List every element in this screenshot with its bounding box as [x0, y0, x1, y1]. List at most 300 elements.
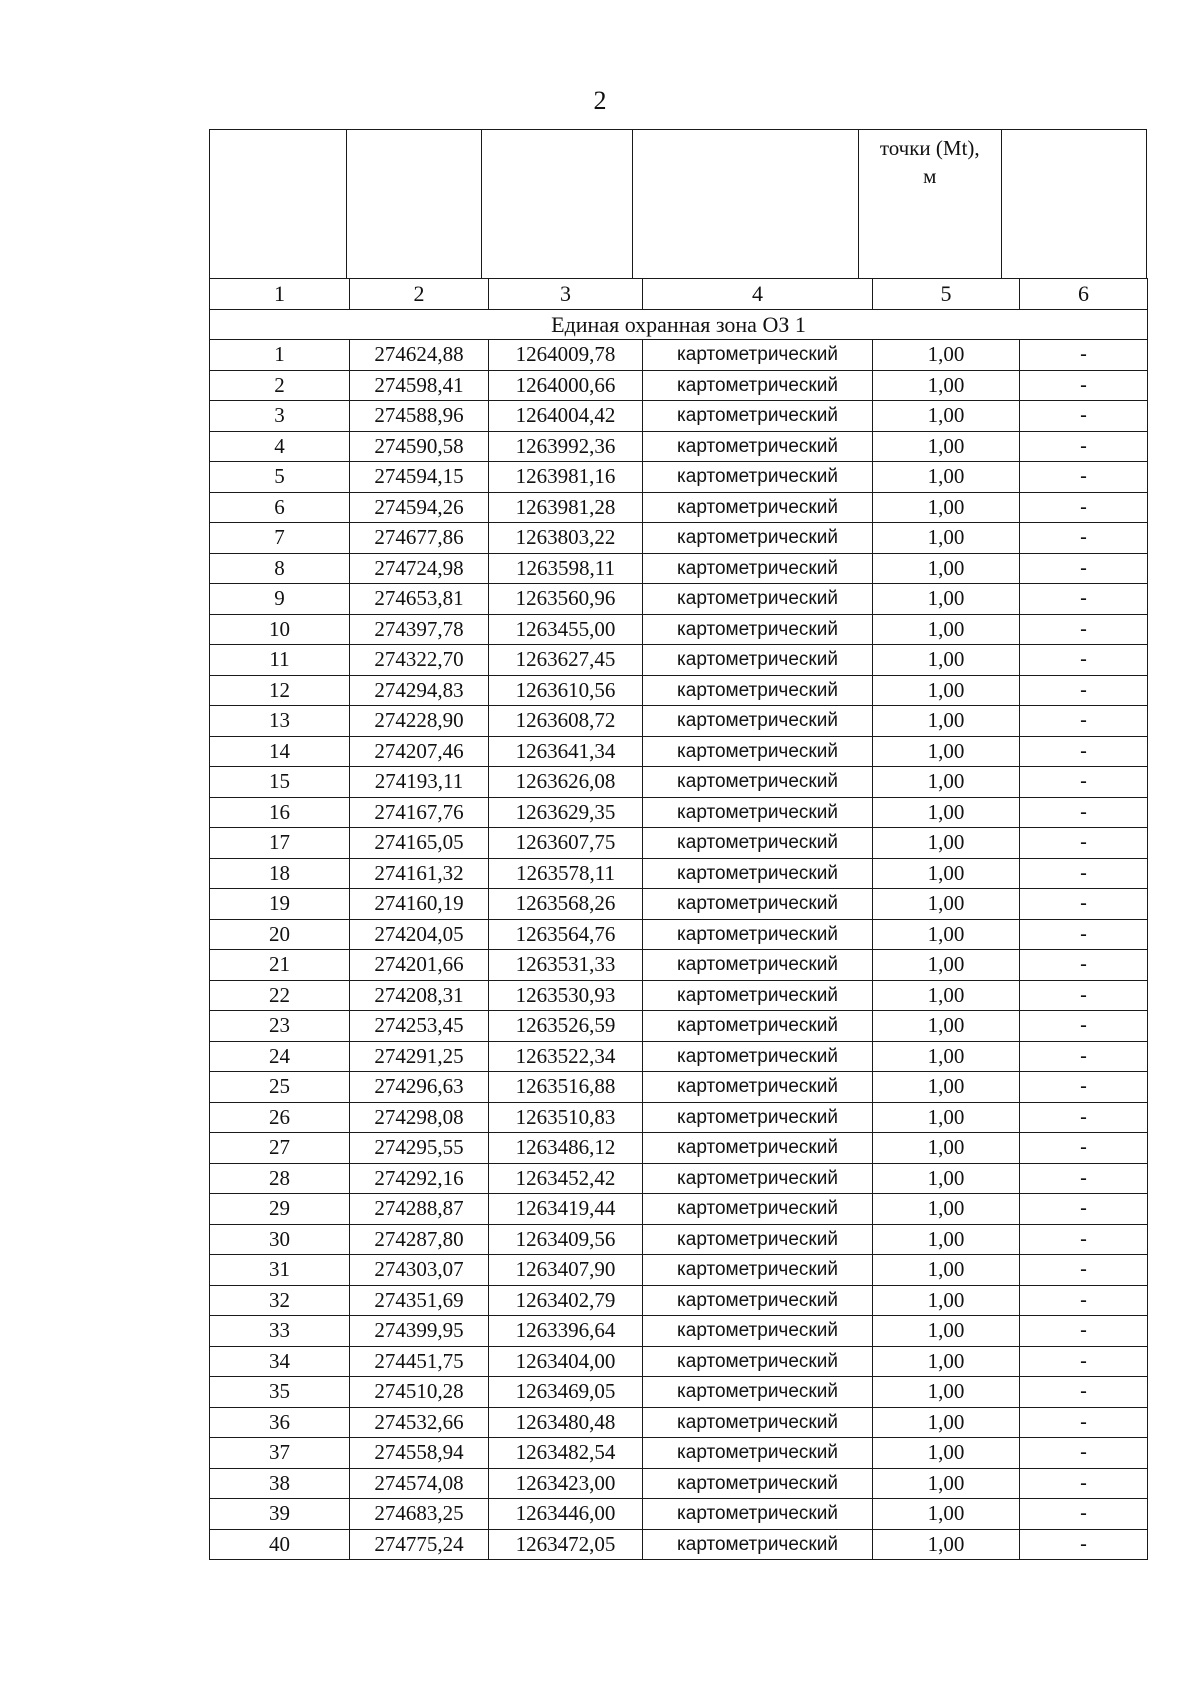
- point-number-cell: 34: [210, 1346, 350, 1377]
- y-coordinate-cell: 1263626,08: [489, 767, 643, 798]
- x-coordinate-cell: 274291,25: [350, 1041, 489, 1072]
- method-cell: картометрический: [643, 1499, 873, 1530]
- description-cell: -: [1020, 858, 1148, 889]
- header-continuation-table: [209, 129, 1147, 279]
- accuracy-cell: 1,00: [873, 1499, 1020, 1530]
- column-number: 6: [1020, 279, 1148, 310]
- table-row: [210, 706, 1148, 737]
- description-cell: -: [1020, 736, 1148, 767]
- method-cell: картометрический: [643, 858, 873, 889]
- header-row: [210, 130, 1147, 279]
- point-number-cell: 23: [210, 1011, 350, 1042]
- table-row: [210, 919, 1148, 950]
- y-coordinate-cell: 1263610,56: [489, 675, 643, 706]
- method-cell: картометрический: [643, 1285, 873, 1316]
- table-row: [210, 614, 1148, 645]
- x-coordinate-cell: 274598,41: [350, 370, 489, 401]
- method-cell: картометрический: [643, 1407, 873, 1438]
- x-coordinate-cell: 274193,11: [350, 767, 489, 798]
- y-coordinate-cell: 1264009,78: [489, 340, 643, 371]
- method-cell: картометрический: [643, 431, 873, 462]
- x-coordinate-cell: 274298,08: [350, 1102, 489, 1133]
- method-cell: картометрический: [643, 919, 873, 950]
- x-coordinate-cell: 274228,90: [350, 706, 489, 737]
- description-cell: -: [1020, 614, 1148, 645]
- page-number: 2: [593, 86, 607, 115]
- y-coordinate-cell: 1264004,42: [489, 401, 643, 432]
- description-cell: -: [1020, 1407, 1148, 1438]
- point-number-cell: 15: [210, 767, 350, 798]
- method-cell: картометрический: [643, 1377, 873, 1408]
- method-cell: картометрический: [643, 523, 873, 554]
- table-row: [210, 1194, 1148, 1225]
- description-cell: -: [1020, 797, 1148, 828]
- table-row: [210, 340, 1148, 371]
- method-cell: картометрический: [643, 370, 873, 401]
- table-row: [210, 553, 1148, 584]
- table-row: [210, 889, 1148, 920]
- description-cell: -: [1020, 370, 1148, 401]
- x-coordinate-cell: 274295,55: [350, 1133, 489, 1164]
- x-coordinate-cell: 274253,45: [350, 1011, 489, 1042]
- y-coordinate-cell: 1263396,64: [489, 1316, 643, 1347]
- method-cell: картометрический: [643, 645, 873, 676]
- description-cell: -: [1020, 553, 1148, 584]
- y-coordinate-cell: 1263472,05: [489, 1529, 643, 1560]
- accuracy-cell: 1,00: [873, 1224, 1020, 1255]
- point-number-cell: 28: [210, 1163, 350, 1194]
- x-coordinate-cell: 274288,87: [350, 1194, 489, 1225]
- table-row: [210, 1468, 1148, 1499]
- accuracy-cell: 1,00: [873, 675, 1020, 706]
- y-coordinate-cell: 1263627,45: [489, 645, 643, 676]
- method-cell: картометрический: [643, 401, 873, 432]
- accuracy-cell: 1,00: [873, 767, 1020, 798]
- point-number-cell: 39: [210, 1499, 350, 1530]
- accuracy-cell: 1,00: [873, 706, 1020, 737]
- method-cell: картометрический: [643, 1438, 873, 1469]
- accuracy-cell: 1,00: [873, 1133, 1020, 1164]
- description-cell: -: [1020, 401, 1148, 432]
- point-number-cell: 7: [210, 523, 350, 554]
- table-row: [210, 1377, 1148, 1408]
- x-coordinate-cell: 274558,94: [350, 1438, 489, 1469]
- point-number-cell: 3: [210, 401, 350, 432]
- x-coordinate-cell: 274451,75: [350, 1346, 489, 1377]
- point-number-cell: 35: [210, 1377, 350, 1408]
- point-number-cell: 24: [210, 1041, 350, 1072]
- description-cell: -: [1020, 950, 1148, 981]
- accuracy-cell: 1,00: [873, 797, 1020, 828]
- method-cell: картометрический: [643, 1011, 873, 1042]
- coordinates-table: [209, 278, 1148, 1560]
- x-coordinate-cell: 274292,16: [350, 1163, 489, 1194]
- y-coordinate-cell: 1263486,12: [489, 1133, 643, 1164]
- x-coordinate-cell: 274397,78: [350, 614, 489, 645]
- accuracy-cell: 1,00: [873, 553, 1020, 584]
- description-cell: -: [1020, 919, 1148, 950]
- description-cell: -: [1020, 584, 1148, 615]
- description-cell: -: [1020, 462, 1148, 493]
- accuracy-cell: 1,00: [873, 370, 1020, 401]
- method-cell: картометрический: [643, 828, 873, 859]
- description-cell: -: [1020, 431, 1148, 462]
- table-row: [210, 950, 1148, 981]
- accuracy-cell: 1,00: [873, 462, 1020, 493]
- table-row: [210, 767, 1148, 798]
- description-cell: -: [1020, 1255, 1148, 1286]
- table-row: [210, 1072, 1148, 1103]
- point-number-cell: 10: [210, 614, 350, 645]
- y-coordinate-cell: 1263564,76: [489, 919, 643, 950]
- description-cell: -: [1020, 1224, 1148, 1255]
- y-coordinate-cell: 1263510,83: [489, 1102, 643, 1133]
- table-row: [210, 1133, 1148, 1164]
- description-cell: -: [1020, 645, 1148, 676]
- table-row: [210, 462, 1148, 493]
- point-number-cell: 37: [210, 1438, 350, 1469]
- column-number: 4: [643, 279, 873, 310]
- table-row: [210, 1011, 1148, 1042]
- header-cell-2: [347, 130, 482, 279]
- accuracy-cell: 1,00: [873, 1438, 1020, 1469]
- point-number-cell: 4: [210, 431, 350, 462]
- y-coordinate-cell: 1263402,79: [489, 1285, 643, 1316]
- x-coordinate-cell: 274165,05: [350, 828, 489, 859]
- description-cell: -: [1020, 675, 1148, 706]
- x-coordinate-cell: 274574,08: [350, 1468, 489, 1499]
- table-row: [210, 645, 1148, 676]
- y-coordinate-cell: 1263407,90: [489, 1255, 643, 1286]
- method-cell: картометрический: [643, 736, 873, 767]
- header-cell-3: [482, 130, 633, 279]
- y-coordinate-cell: 1263607,75: [489, 828, 643, 859]
- x-coordinate-cell: 274510,28: [350, 1377, 489, 1408]
- table-row: [210, 736, 1148, 767]
- y-coordinate-cell: 1263522,34: [489, 1041, 643, 1072]
- table-row: [210, 523, 1148, 554]
- accuracy-cell: 1,00: [873, 980, 1020, 1011]
- zone-title: Единая охранная зона ОЗ 1: [210, 309, 1148, 340]
- method-cell: картометрический: [643, 1133, 873, 1164]
- point-number-cell: 29: [210, 1194, 350, 1225]
- table-row: [210, 828, 1148, 859]
- point-number-cell: 1: [210, 340, 350, 371]
- accuracy-cell: 1,00: [873, 1041, 1020, 1072]
- table-row: [210, 858, 1148, 889]
- header-cell-4: [633, 130, 858, 279]
- method-cell: картометрический: [643, 767, 873, 798]
- y-coordinate-cell: 1263981,28: [489, 492, 643, 523]
- point-number-cell: 13: [210, 706, 350, 737]
- header-cell-1: [210, 130, 347, 279]
- y-coordinate-cell: 1263455,00: [489, 614, 643, 645]
- table-row: [210, 1285, 1148, 1316]
- method-cell: картометрический: [643, 1255, 873, 1286]
- y-coordinate-cell: 1263530,93: [489, 980, 643, 1011]
- x-coordinate-cell: 274167,76: [350, 797, 489, 828]
- method-cell: картометрический: [643, 675, 873, 706]
- point-number-cell: 8: [210, 553, 350, 584]
- y-coordinate-cell: 1263526,59: [489, 1011, 643, 1042]
- point-number-cell: 32: [210, 1285, 350, 1316]
- x-coordinate-cell: 274532,66: [350, 1407, 489, 1438]
- point-number-cell: 17: [210, 828, 350, 859]
- column-number: 1: [210, 279, 350, 310]
- table-row: [210, 1438, 1148, 1469]
- x-coordinate-cell: 274724,98: [350, 553, 489, 584]
- y-coordinate-cell: 1263531,33: [489, 950, 643, 981]
- method-cell: картометрический: [643, 340, 873, 371]
- method-cell: картометрический: [643, 1041, 873, 1072]
- description-cell: -: [1020, 1133, 1148, 1164]
- description-cell: -: [1020, 1011, 1148, 1042]
- accuracy-cell: 1,00: [873, 1529, 1020, 1560]
- point-number-cell: 6: [210, 492, 350, 523]
- description-cell: -: [1020, 1285, 1148, 1316]
- x-coordinate-cell: 274322,70: [350, 645, 489, 676]
- column-number-row: [210, 279, 1148, 310]
- description-cell: -: [1020, 1194, 1148, 1225]
- method-cell: картометрический: [643, 1224, 873, 1255]
- coordinates-table-body: [210, 279, 1148, 1560]
- point-number-cell: 20: [210, 919, 350, 950]
- table-row: [210, 1224, 1148, 1255]
- method-cell: картометрический: [643, 1316, 873, 1347]
- y-coordinate-cell: 1263452,42: [489, 1163, 643, 1194]
- table-row: [210, 1041, 1148, 1072]
- header-cell-5: точки (Mt), м: [858, 130, 1001, 279]
- y-coordinate-cell: 1263516,88: [489, 1072, 643, 1103]
- description-cell: -: [1020, 1163, 1148, 1194]
- accuracy-cell: 1,00: [873, 1011, 1020, 1042]
- accuracy-cell: 1,00: [873, 1163, 1020, 1194]
- x-coordinate-cell: 274624,88: [350, 340, 489, 371]
- method-cell: картометрический: [643, 1163, 873, 1194]
- point-number-cell: 22: [210, 980, 350, 1011]
- accuracy-cell: 1,00: [873, 584, 1020, 615]
- description-cell: -: [1020, 1377, 1148, 1408]
- y-coordinate-cell: 1263482,54: [489, 1438, 643, 1469]
- description-cell: -: [1020, 1438, 1148, 1469]
- table-row: [210, 797, 1148, 828]
- description-cell: -: [1020, 706, 1148, 737]
- description-cell: -: [1020, 1499, 1148, 1530]
- y-coordinate-cell: 1263992,36: [489, 431, 643, 462]
- description-cell: -: [1020, 889, 1148, 920]
- x-coordinate-cell: 274683,25: [350, 1499, 489, 1530]
- y-coordinate-cell: 1263981,16: [489, 462, 643, 493]
- accuracy-cell: 1,00: [873, 736, 1020, 767]
- method-cell: картометрический: [643, 950, 873, 981]
- accuracy-cell: 1,00: [873, 614, 1020, 645]
- x-coordinate-cell: 274204,05: [350, 919, 489, 950]
- accuracy-cell: 1,00: [873, 401, 1020, 432]
- x-coordinate-cell: 274653,81: [350, 584, 489, 615]
- method-cell: картометрический: [643, 462, 873, 493]
- description-cell: -: [1020, 1102, 1148, 1133]
- method-cell: картометрический: [643, 1072, 873, 1103]
- y-coordinate-cell: 1263803,22: [489, 523, 643, 554]
- x-coordinate-cell: 274161,32: [350, 858, 489, 889]
- accuracy-cell: 1,00: [873, 1102, 1020, 1133]
- accuracy-cell: 1,00: [873, 889, 1020, 920]
- point-number-cell: 9: [210, 584, 350, 615]
- header-cell-6: [1001, 130, 1146, 279]
- method-cell: картометрический: [643, 1529, 873, 1560]
- y-coordinate-cell: 1263469,05: [489, 1377, 643, 1408]
- y-coordinate-cell: 1263560,96: [489, 584, 643, 615]
- point-number-cell: 5: [210, 462, 350, 493]
- description-cell: -: [1020, 1072, 1148, 1103]
- point-number-cell: 38: [210, 1468, 350, 1499]
- description-cell: -: [1020, 1346, 1148, 1377]
- y-coordinate-cell: 1263568,26: [489, 889, 643, 920]
- y-coordinate-cell: 1263641,34: [489, 736, 643, 767]
- point-number-cell: 33: [210, 1316, 350, 1347]
- accuracy-cell: 1,00: [873, 919, 1020, 950]
- point-number-cell: 19: [210, 889, 350, 920]
- accuracy-cell: 1,00: [873, 858, 1020, 889]
- y-coordinate-cell: 1263404,00: [489, 1346, 643, 1377]
- point-number-cell: 31: [210, 1255, 350, 1286]
- point-number-cell: 11: [210, 645, 350, 676]
- method-cell: картометрический: [643, 1194, 873, 1225]
- point-number-cell: 30: [210, 1224, 350, 1255]
- column-number: 3: [489, 279, 643, 310]
- y-coordinate-cell: 1263598,11: [489, 553, 643, 584]
- description-cell: -: [1020, 1529, 1148, 1560]
- method-cell: картометрический: [643, 584, 873, 615]
- table-row: [210, 492, 1148, 523]
- accuracy-cell: 1,00: [873, 1407, 1020, 1438]
- table-row: [210, 1529, 1148, 1560]
- x-coordinate-cell: 274588,96: [350, 401, 489, 432]
- accuracy-cell: 1,00: [873, 492, 1020, 523]
- table-row: [210, 584, 1148, 615]
- x-coordinate-cell: 274208,31: [350, 980, 489, 1011]
- x-coordinate-cell: 274399,95: [350, 1316, 489, 1347]
- accuracy-cell: 1,00: [873, 828, 1020, 859]
- method-cell: картометрический: [643, 1468, 873, 1499]
- description-cell: -: [1020, 340, 1148, 371]
- point-number-cell: 36: [210, 1407, 350, 1438]
- accuracy-cell: 1,00: [873, 645, 1020, 676]
- x-coordinate-cell: 274590,58: [350, 431, 489, 462]
- x-coordinate-cell: 274287,80: [350, 1224, 489, 1255]
- accuracy-cell: 1,00: [873, 1072, 1020, 1103]
- description-cell: -: [1020, 523, 1148, 554]
- x-coordinate-cell: 274677,86: [350, 523, 489, 554]
- point-number-cell: 16: [210, 797, 350, 828]
- accuracy-cell: 1,00: [873, 1468, 1020, 1499]
- accuracy-cell: 1,00: [873, 1285, 1020, 1316]
- method-cell: картометрический: [643, 614, 873, 645]
- column-number: 5: [873, 279, 1020, 310]
- x-coordinate-cell: 274201,66: [350, 950, 489, 981]
- point-number-cell: 2: [210, 370, 350, 401]
- point-number-cell: 40: [210, 1529, 350, 1560]
- method-cell: картометрический: [643, 797, 873, 828]
- y-coordinate-cell: 1264000,66: [489, 370, 643, 401]
- point-number-cell: 26: [210, 1102, 350, 1133]
- table-row: [210, 1163, 1148, 1194]
- table-row: [210, 1102, 1148, 1133]
- point-number-cell: 25: [210, 1072, 350, 1103]
- x-coordinate-cell: 274351,69: [350, 1285, 489, 1316]
- y-coordinate-cell: 1263629,35: [489, 797, 643, 828]
- x-coordinate-cell: 274294,83: [350, 675, 489, 706]
- accuracy-cell: 1,00: [873, 1255, 1020, 1286]
- point-number-cell: 18: [210, 858, 350, 889]
- table-row: [210, 980, 1148, 1011]
- point-number-cell: 14: [210, 736, 350, 767]
- x-coordinate-cell: 274303,07: [350, 1255, 489, 1286]
- point-number-cell: 27: [210, 1133, 350, 1164]
- x-coordinate-cell: 274296,63: [350, 1072, 489, 1103]
- description-cell: -: [1020, 767, 1148, 798]
- method-cell: картометрический: [643, 889, 873, 920]
- method-cell: картометрический: [643, 492, 873, 523]
- accuracy-cell: 1,00: [873, 431, 1020, 462]
- description-cell: -: [1020, 1468, 1148, 1499]
- point-number-cell: 21: [210, 950, 350, 981]
- method-cell: картометрический: [643, 706, 873, 737]
- y-coordinate-cell: 1263409,56: [489, 1224, 643, 1255]
- y-coordinate-cell: 1263608,72: [489, 706, 643, 737]
- y-coordinate-cell: 1263423,00: [489, 1468, 643, 1499]
- table-row: [210, 1346, 1148, 1377]
- description-cell: -: [1020, 1316, 1148, 1347]
- table-row: [210, 431, 1148, 462]
- x-coordinate-cell: 274775,24: [350, 1529, 489, 1560]
- table-row: [210, 1407, 1148, 1438]
- zone-title-row: [210, 309, 1148, 340]
- table-row: [210, 401, 1148, 432]
- table-row: [210, 1316, 1148, 1347]
- method-cell: картометрический: [643, 553, 873, 584]
- description-cell: -: [1020, 1041, 1148, 1072]
- description-cell: -: [1020, 980, 1148, 1011]
- method-cell: картометрический: [643, 980, 873, 1011]
- accuracy-cell: 1,00: [873, 950, 1020, 981]
- table-row: [210, 1255, 1148, 1286]
- table-row: [210, 370, 1148, 401]
- y-coordinate-cell: 1263446,00: [489, 1499, 643, 1530]
- point-number-cell: 12: [210, 675, 350, 706]
- description-cell: -: [1020, 492, 1148, 523]
- description-cell: -: [1020, 828, 1148, 859]
- accuracy-cell: 1,00: [873, 523, 1020, 554]
- accuracy-cell: 1,00: [873, 1316, 1020, 1347]
- accuracy-cell: 1,00: [873, 340, 1020, 371]
- table-row: [210, 675, 1148, 706]
- method-cell: картометрический: [643, 1102, 873, 1133]
- y-coordinate-cell: 1263419,44: [489, 1194, 643, 1225]
- accuracy-cell: 1,00: [873, 1346, 1020, 1377]
- accuracy-cell: 1,00: [873, 1194, 1020, 1225]
- x-coordinate-cell: 274594,15: [350, 462, 489, 493]
- accuracy-cell: 1,00: [873, 1377, 1020, 1408]
- y-coordinate-cell: 1263578,11: [489, 858, 643, 889]
- x-coordinate-cell: 274160,19: [350, 889, 489, 920]
- method-cell: картометрический: [643, 1346, 873, 1377]
- x-coordinate-cell: 274207,46: [350, 736, 489, 767]
- table-row: [210, 1499, 1148, 1530]
- y-coordinate-cell: 1263480,48: [489, 1407, 643, 1438]
- x-coordinate-cell: 274594,26: [350, 492, 489, 523]
- column-number: 2: [350, 279, 489, 310]
